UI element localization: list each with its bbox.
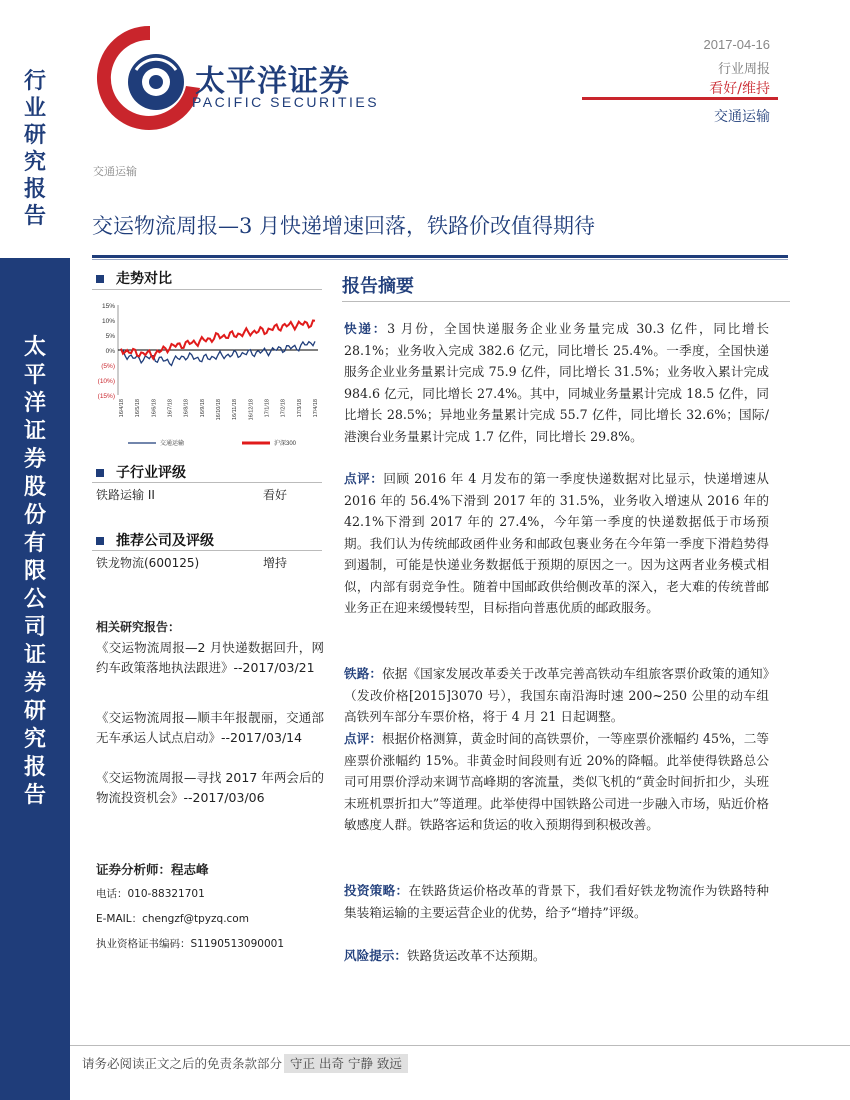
footer-divider bbox=[70, 1045, 850, 1046]
bullet-square-icon bbox=[96, 537, 104, 545]
title-divider bbox=[92, 255, 788, 258]
company-divider bbox=[92, 550, 322, 551]
sidebar-bottom-text: 太 平 洋 证 券 股 份 有 限 公 司 证 券 研 究 报 告 bbox=[23, 334, 46, 808]
x-tick-label: 17/4/18 bbox=[313, 399, 319, 418]
title-divider-thin bbox=[92, 259, 788, 260]
header-sector: 交通运输 bbox=[714, 109, 770, 125]
company-name: 铁龙物流(600125) bbox=[96, 556, 200, 570]
legend-label: 沪深300 bbox=[274, 441, 297, 447]
y-tick-label: 0% bbox=[105, 348, 115, 355]
y-tick-label: (5%) bbox=[101, 363, 115, 370]
y-tick-label: 15% bbox=[101, 303, 115, 310]
related-report-item[interactable]: 《交运物流周报—寻找 2017 年两会后的物流投资机会》--2017/03/06 bbox=[96, 770, 324, 805]
analyst-name: 证券分析师：程志峰 bbox=[96, 862, 209, 877]
sidebar-bottom bbox=[0, 258, 70, 1100]
related-report-item[interactable]: 《交运物流周报—顺丰年报靓丽，交通部无车承运人试点启动》--2017/03/14 bbox=[96, 710, 324, 745]
report-type: 行业周报 bbox=[717, 62, 770, 77]
x-tick-label: 16/6/18 bbox=[151, 399, 158, 418]
abstract-para-express-comment: 点评：回顾 2016 年 4 月发布的第一季度快递数据对比显示，快递增速从 2016 年的 56.4%下滑到 2017 年的 31.5%，业务收入增速从 2016 年的 42.1%下滑到 2017 年的 27.4%，今年第一季度的快递数据低于市场预期。我们认为传统邮政函件业务和邮政包裹业务在今年第一季度下滑趋势得到遏制，可能是快递业务数据低于预期的原因之一。因为这两者业务模式相似，内部有弱竞争性。随着中国邮政供给侧改革的深入，老大难的传统普邮业务正在迎来缓慢转型，目标指向普惠优质的邮政服务。 bbox=[344, 471, 769, 615]
x-tick-label: 17/1/18 bbox=[264, 399, 271, 418]
y-tick-label: (15%) bbox=[97, 393, 115, 400]
sector-label: 交通运输 bbox=[93, 165, 137, 178]
logo-name-en: PACIFIC SECURITIES bbox=[192, 94, 380, 110]
trend-chart bbox=[92, 295, 324, 457]
x-tick-label: 16/11/18 bbox=[232, 399, 239, 421]
abstract-para-strategy: 投资策略：在铁路货运价格改革的背景下，我们看好铁龙物流作为铁路特种集装箱运输的主要运营企业的优势，给予“增持”评级。 bbox=[344, 883, 770, 920]
bullet-square-icon bbox=[96, 275, 104, 283]
logo-name-cn: 太平洋证券 bbox=[195, 64, 350, 99]
sidebar-top bbox=[0, 0, 70, 255]
x-tick-label: 16/12/18 bbox=[248, 399, 255, 421]
sidebar-top-text: 行 业 研 究 报 告 bbox=[23, 68, 46, 229]
y-tick-label: 10% bbox=[101, 318, 115, 325]
x-tick-label: 16/9/18 bbox=[199, 399, 206, 418]
trend-section-title: 走势对比 bbox=[96, 268, 172, 288]
report-date: 2017-04-16 bbox=[703, 37, 770, 52]
bullet-square-icon bbox=[96, 469, 104, 477]
related-report-item[interactable]: 《交运物流周报—2 月快递数据回升，网约车政策落地执法跟进》--2017/03/21 bbox=[96, 640, 324, 675]
footer bbox=[82, 1054, 408, 1072]
x-tick-label: 17/2/18 bbox=[280, 399, 287, 418]
x-tick-label: 16/8/18 bbox=[183, 399, 190, 418]
y-tick-label: 5% bbox=[105, 333, 115, 340]
company-rating: 增持 bbox=[263, 556, 288, 570]
analyst-email[interactable]: E-MAIL：chengzf@tpyzq.com bbox=[96, 913, 249, 925]
analyst-phone: 电话：010-88321701 bbox=[96, 888, 205, 900]
x-tick-label: 16/5/18 bbox=[135, 399, 142, 418]
x-tick-label: 16/4/18 bbox=[119, 399, 125, 418]
related-reports-title: 相关研究报告： bbox=[96, 620, 181, 634]
header-divider bbox=[582, 97, 778, 100]
abstract-para-railway: 铁路：依据《国家发展改革委关于改革完善高铁动车组旅客票价政策的通知》（发改价格[2015]3070 号），我国东南沿海时速 200~250 公里的动车组高铁列车部分车票价格，将于 4 月 21 日起调整。 bbox=[344, 666, 770, 724]
x-tick-label: 16/10/18 bbox=[216, 399, 222, 421]
sidebar bbox=[0, 0, 70, 1100]
report-title: 交运物流周报—3 月快递增速回落，铁路价改值得期待 bbox=[92, 214, 596, 238]
abstract-divider bbox=[342, 301, 790, 302]
sub-rating-name: 铁路运输 II bbox=[96, 488, 155, 502]
legend-label: 交通运输 bbox=[160, 441, 185, 447]
y-tick-label: (10%) bbox=[97, 378, 115, 385]
abstract-title: 报告摘要 bbox=[342, 276, 414, 297]
sub-rating-value: 看好 bbox=[263, 488, 288, 502]
sub-rating-divider bbox=[92, 482, 322, 483]
trend-divider bbox=[92, 289, 322, 290]
company-motto: 守正 出奇 宁静 致远 bbox=[284, 1054, 408, 1073]
x-tick-label: 17/3/18 bbox=[296, 399, 303, 418]
disclaimer-note[interactable]: 请务必阅读正文之后的免责条款部分 bbox=[82, 1056, 283, 1071]
sub-rating-section-title: 子行业评级 bbox=[96, 462, 186, 482]
abstract-para-risk: 风险提示：铁路货运改革不达预期。 bbox=[344, 948, 546, 963]
series-line-hs300 bbox=[121, 321, 315, 359]
abstract-para-railway-comment: 点评：根据价格测算，黄金时间的高铁票价，一等座票价涨幅约 45%，二等座票价涨幅约 15%。非黄金时间段则有近 20%的降幅。此举使得铁路总公司可用票价浮动来调节高峰期的客流量，类似飞机的“黄金时间折扣少，头班末班机票折扣大”等道理。此举使得中国铁路公司进一步融入市场，贴近价格敏感度人群。铁路客运和货运的收入预期得到积极改善。 bbox=[344, 731, 770, 832]
x-tick-label: 16/7/18 bbox=[167, 399, 174, 418]
company-section-title: 推荐公司及评级 bbox=[96, 530, 214, 550]
abstract-para-express: 快递：3 月份，全国快递服务企业业务量完成 30.3 亿件，同比增长 28.1%；业务收入完成 382.6 亿元，同比增长 25.4%。一季度，全国快递服务企业业务量累计完成 75.9 亿件，同比增长 31.5%；业务收入累计完成 984.6 亿元，同比增长 27.4%。其中，同城业务量累计完成 18.5 亿件，同比增长 28.5%；异地业务量累计完成 55.7 亿件，同比增长 32.6%；国际/港澳台业务量累计完成 1.7 亿件，同比增长 29.8%。 bbox=[344, 321, 769, 444]
analyst-cert: 执业资格证书编码：S1190513090001 bbox=[96, 938, 285, 950]
industry-rating: 看好/维持 bbox=[709, 81, 770, 97]
